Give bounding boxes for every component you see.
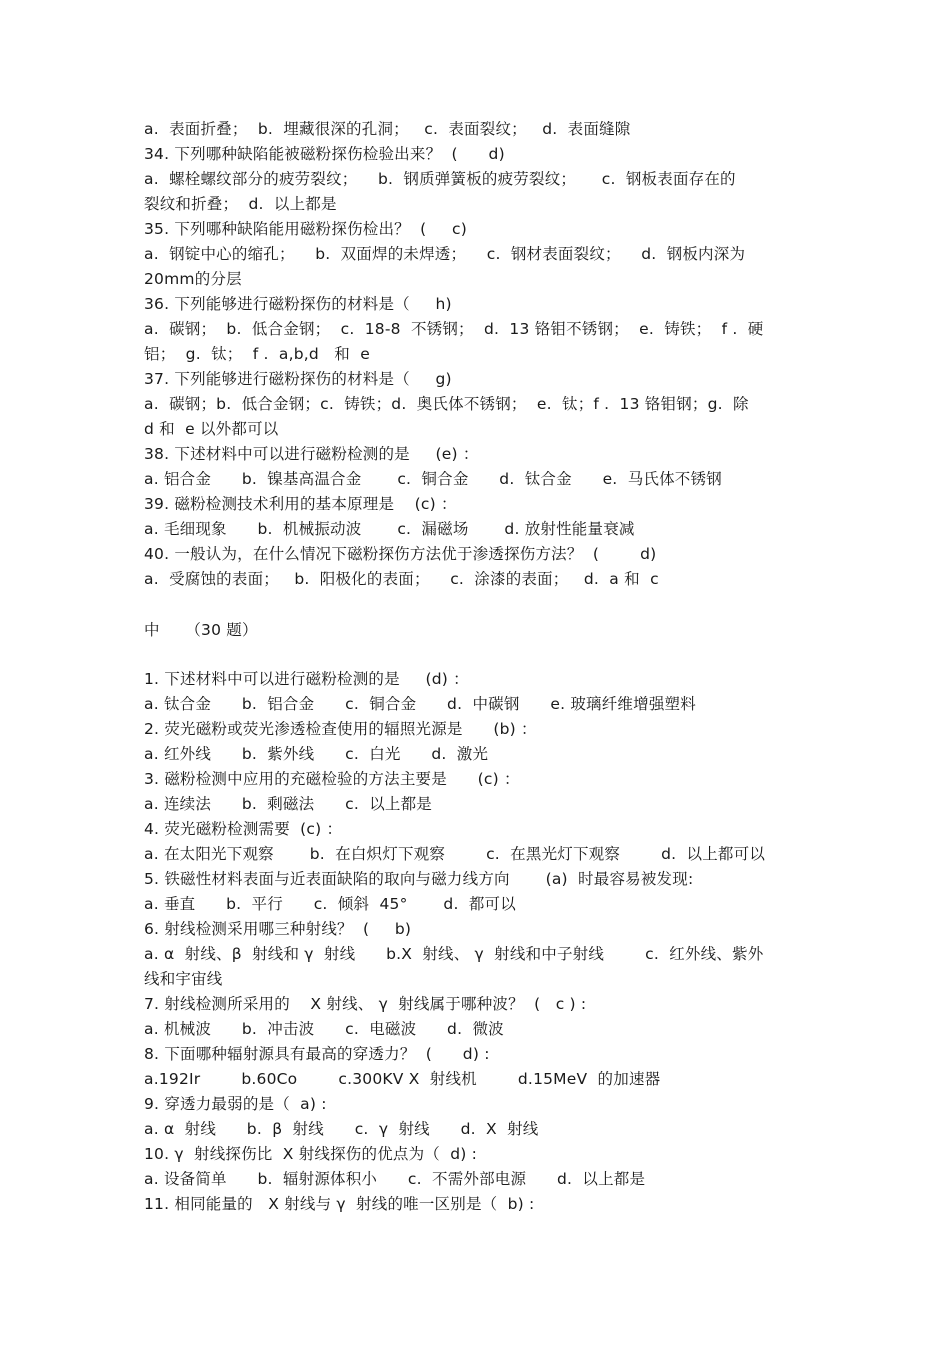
question-4: 4. 荧光磁粉检测需要 (c) ： bbox=[144, 820, 343, 838]
text-line: a. α 射线 b. β 射线 c. γ 射线 d. X 射线 bbox=[144, 1120, 539, 1138]
text-line: a. 表面折叠； b. 埋藏很深的孔洞； c. 表面裂纹； d. 表面缝隙 bbox=[144, 120, 631, 138]
text-line: 线和宇宙线 bbox=[144, 970, 223, 988]
text-line: 20mm的分层 bbox=[144, 270, 242, 288]
text-line: a. 毛细现象 b. 机械振动波 c. 漏磁场 d. 放射性能量衰减 bbox=[144, 520, 635, 538]
question-39: 39. 磁粉检测技术利用的基本原理是 (c) ： bbox=[144, 495, 457, 513]
question-35: 35. 下列哪种缺陷能用磁粉探伤检出？ ( c) bbox=[144, 220, 467, 238]
text-line: 铝； g. 钛； f . a,b,d 和 e bbox=[144, 345, 370, 363]
question-36: 36. 下列能够进行磁粉探伤的材料是（ h) bbox=[144, 295, 452, 313]
question-7: 7. 射线检测所采用的 X 射线、 γ 射线属于哪种波？ ( c ) : bbox=[144, 995, 587, 1013]
question-1: 1. 下述材料中可以进行磁粉检测的是 (d) ： bbox=[144, 670, 469, 688]
text-line: a. 螺栓螺纹部分的疲劳裂纹； b. 钢质弹簧板的疲劳裂纹； c. 钢板表面存在的 bbox=[144, 170, 736, 188]
text-line: a. 铝合金 b. 镍基高温合金 c. 铜合金 d. 钛合金 e. 马氏体不锈钢 bbox=[144, 470, 722, 488]
question-10: 10. γ 射线探伤比 X 射线探伤的优点为（ d) : bbox=[144, 1145, 478, 1163]
text-line: a. 碳钢；b. 低合金钢；c. 铸铁；d. 奥氏体不锈钢； e. 钛；f . 13 铬钼钢；g. 除 bbox=[144, 395, 749, 413]
question-37: 37. 下列能够进行磁粉探伤的材料是（ g) bbox=[144, 370, 452, 388]
text-line: a. 连续法 b. 剩磁法 c. 以上都是 bbox=[144, 795, 432, 813]
text-line: a. 垂直 b. 平行 c. 倾斜 45° d. 都可以 bbox=[144, 895, 516, 913]
text-line: a. 钛合金 b. 铝合金 c. 铜合金 d. 中碳钢 e. 玻璃纤维增强塑料 bbox=[144, 695, 696, 713]
question-11: 11. 相同能量的 X 射线与 γ 射线的唯一区别是（ b) : bbox=[144, 1195, 535, 1213]
text-line: a. 碳钢； b. 低合金钢； c. 18-8 不锈钢； d. 13 铬钼不锈钢； e. 铸铁； f . 硬 bbox=[144, 320, 764, 338]
question-38: 38. 下述材料中可以进行磁粉检测的是 (e) ： bbox=[144, 445, 479, 463]
text-line: a. 受腐蚀的表面； b. 阳极化的表面； c. 涂漆的表面； d. a 和 c bbox=[144, 570, 659, 588]
text-line: a.192Ir b.60Co c.300KV X 射线机 d.15MeV 的加速器 bbox=[144, 1070, 661, 1088]
question-8: 8. 下面哪种辐射源具有最高的穿透力？ ( d) : bbox=[144, 1045, 490, 1063]
question-6: 6. 射线检测采用哪三种射线？ ( b) bbox=[144, 920, 412, 938]
text-line: a. 红外线 b. 紫外线 c. 白光 d. 激光 bbox=[144, 745, 489, 763]
text-line: a. α 射线、β 射线和 γ 射线 b.X 射线、 γ 射线和中子射线 c. 红外线、紫外 bbox=[144, 945, 764, 963]
question-40: 40. 一般认为，在什么情况下磁粉探伤方法优于渗透探伤方法？ ( d) bbox=[144, 545, 657, 563]
question-3: 3. 磁粉检测中应用的充磁检验的方法主要是 (c) ： bbox=[144, 770, 520, 788]
text-line: a. 机械波 b. 冲击波 c. 电磁波 d. 微波 bbox=[144, 1020, 504, 1038]
section-heading: 中 （30 题） bbox=[144, 621, 258, 639]
text-line: d 和 e 以外都可以 bbox=[144, 420, 279, 438]
text-line: 裂纹和折叠； d. 以上都是 bbox=[144, 195, 337, 213]
text-line: a. 设备简单 b. 辐射源体积小 c. 不需外部电源 d. 以上都是 bbox=[144, 1170, 646, 1188]
text-line: a. 在太阳光下观察 b. 在白炽灯下观察 c. 在黑光灯下观察 d. 以上都可以 bbox=[144, 845, 766, 863]
question-5: 5. 铁磁性材料表面与近表面缺陷的取向与磁力线方向 (a) 时最容易被发现: bbox=[144, 870, 694, 888]
question-9: 9. 穿透力最弱的是（ a) : bbox=[144, 1095, 327, 1113]
text-line: a. 钢锭中心的缩孔； b. 双面焊的未焊透； c. 钢材表面裂纹； d. 钢板内深为 bbox=[144, 245, 746, 263]
question-34: 34. 下列哪种缺陷能被磁粉探伤检验出来？ ( d) bbox=[144, 145, 505, 163]
question-2: 2. 荧光磁粉或荧光渗透检查使用的辐照光源是 (b) ： bbox=[144, 720, 537, 738]
